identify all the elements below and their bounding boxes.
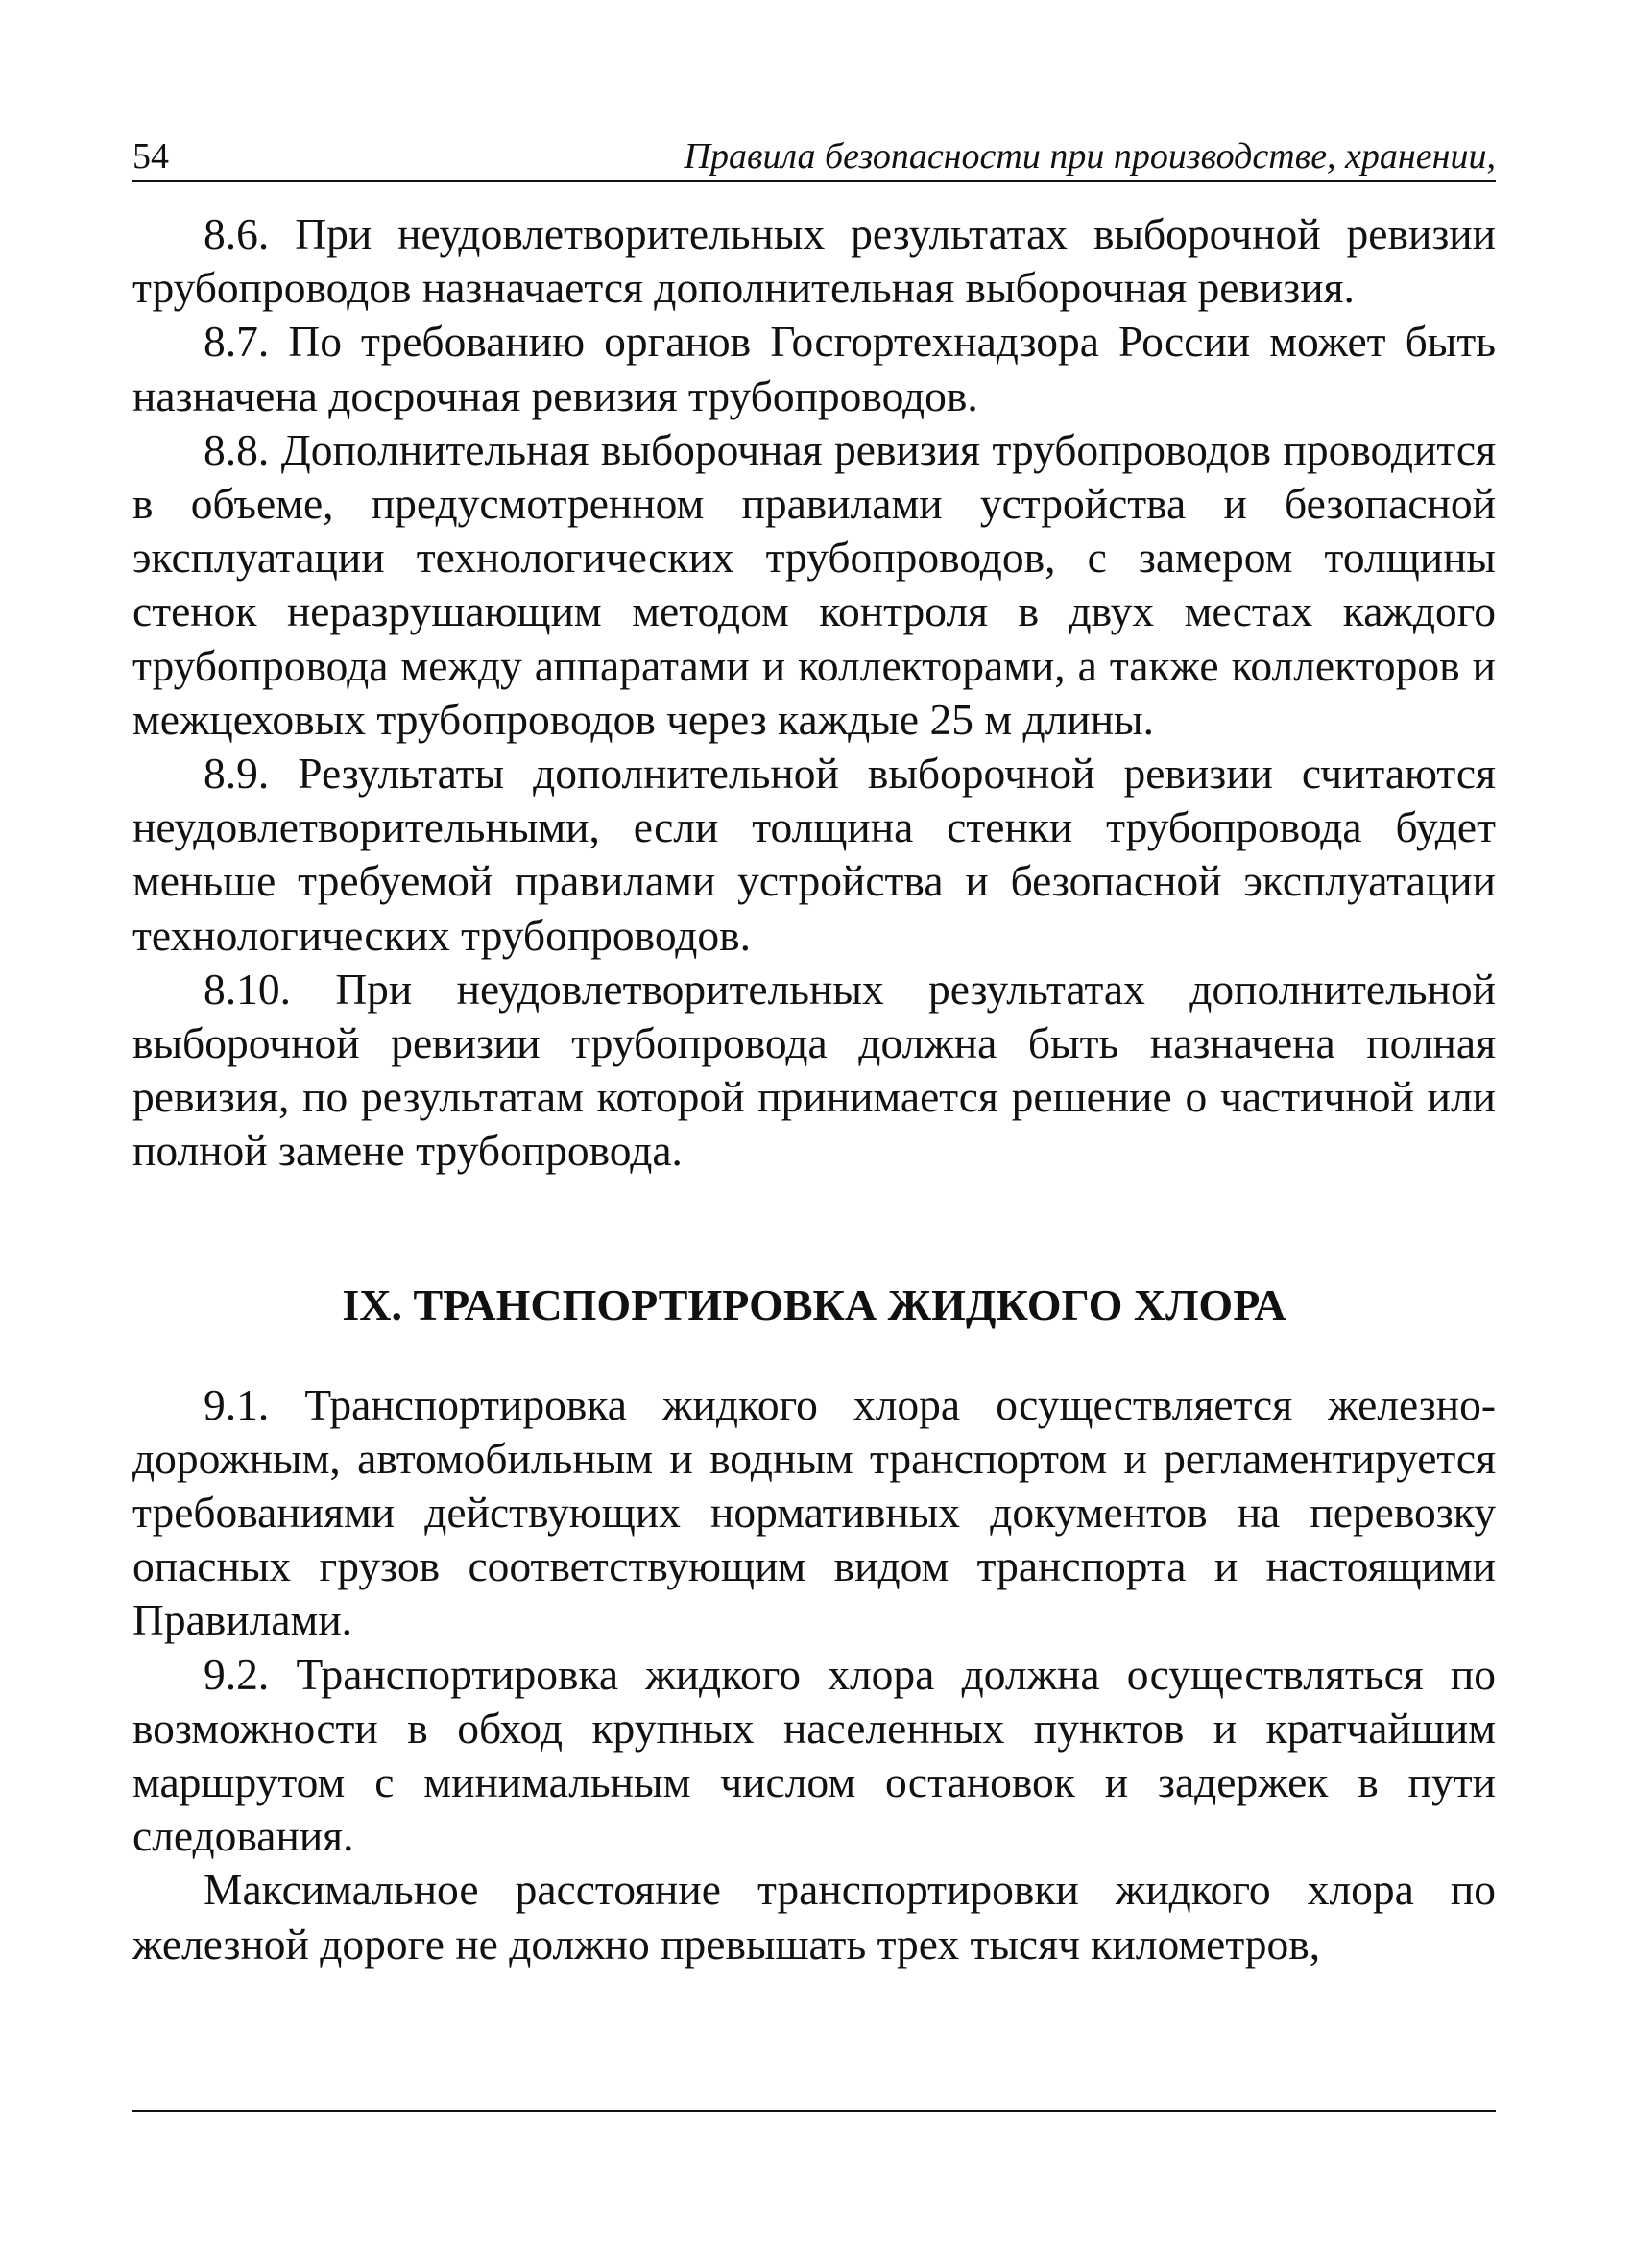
paragraph-8-6: 8.6. При неудовлетворительных результатах выборочной ревизии трубопроводов назначается дополнительная выборочная ревизия. bbox=[132, 209, 1496, 313]
document-page bbox=[132, 134, 1496, 1971]
page-number: 54 bbox=[132, 136, 169, 177]
header-rule bbox=[132, 180, 1496, 182]
paragraph-max-distance: Максимальное расстояние транспортировки жидкого хлора по железной дороге не должно превышать трех тысяч километров, bbox=[132, 1865, 1496, 1969]
paragraph-9-2: 9.2. Транспортировка жидкого хлора должна осуществляться по возможности в обход крупных населенных пунктов и кратчайшим маршрутом с минимальным числом остановок и задержек в пути следования. bbox=[132, 1649, 1496, 1861]
footer-rule bbox=[132, 2110, 1496, 2112]
running-title: Правила безопасности при производстве, хранении, bbox=[684, 136, 1496, 177]
running-header bbox=[132, 134, 1496, 180]
paragraph-9-1: 9.1. Транспортировка жидкого хлора осуществляется железнодорожным, автомобильным и водным транспортом и регламентируется требованиями действующих нормативных документов на перевозку опасных грузов соответствующим видом транспорта и настоящими Правилами. bbox=[132, 1379, 1496, 1645]
paragraph-8-10: 8.10. При неудовлетворительных результатах дополнительной выборочной ревизии трубопровода должна быть назначена полная ревизия, по результатам которой принимается решение о частичной или полной замене трубопровода. bbox=[132, 964, 1496, 1176]
section-heading: IX. ТРАНСПОРТИРОВКА ЖИДКОГО ХЛОРА bbox=[342, 1279, 1286, 1329]
paragraph-8-7: 8.7. По требованию органов Госгортехнадзора России может быть назначена досрочная ревизия трубопроводов. bbox=[132, 317, 1496, 420]
paragraph-8-8: 8.8. Дополнительная выборочная ревизия трубопроводов проводится в объеме, предусмотренном правилами устройства и безопасной эксплуатации технологических трубопроводов, с замером толщины стенок неразрушающим методом контроля в двух местах каждого трубопровода между аппаратами и коллекторами, а также коллекторов и межцеховых трубопроводов через каждые 25 м длины. bbox=[132, 424, 1496, 744]
paragraph-8-9: 8.9. Результаты дополнительной выборочной ревизии считаются неудовлетворительными, если толщина стенки трубопровода будет меньше требуемой правилами устройства и безопасной эксплуатации технологических трубопроводов. bbox=[132, 749, 1496, 960]
document-body bbox=[132, 207, 1496, 1971]
